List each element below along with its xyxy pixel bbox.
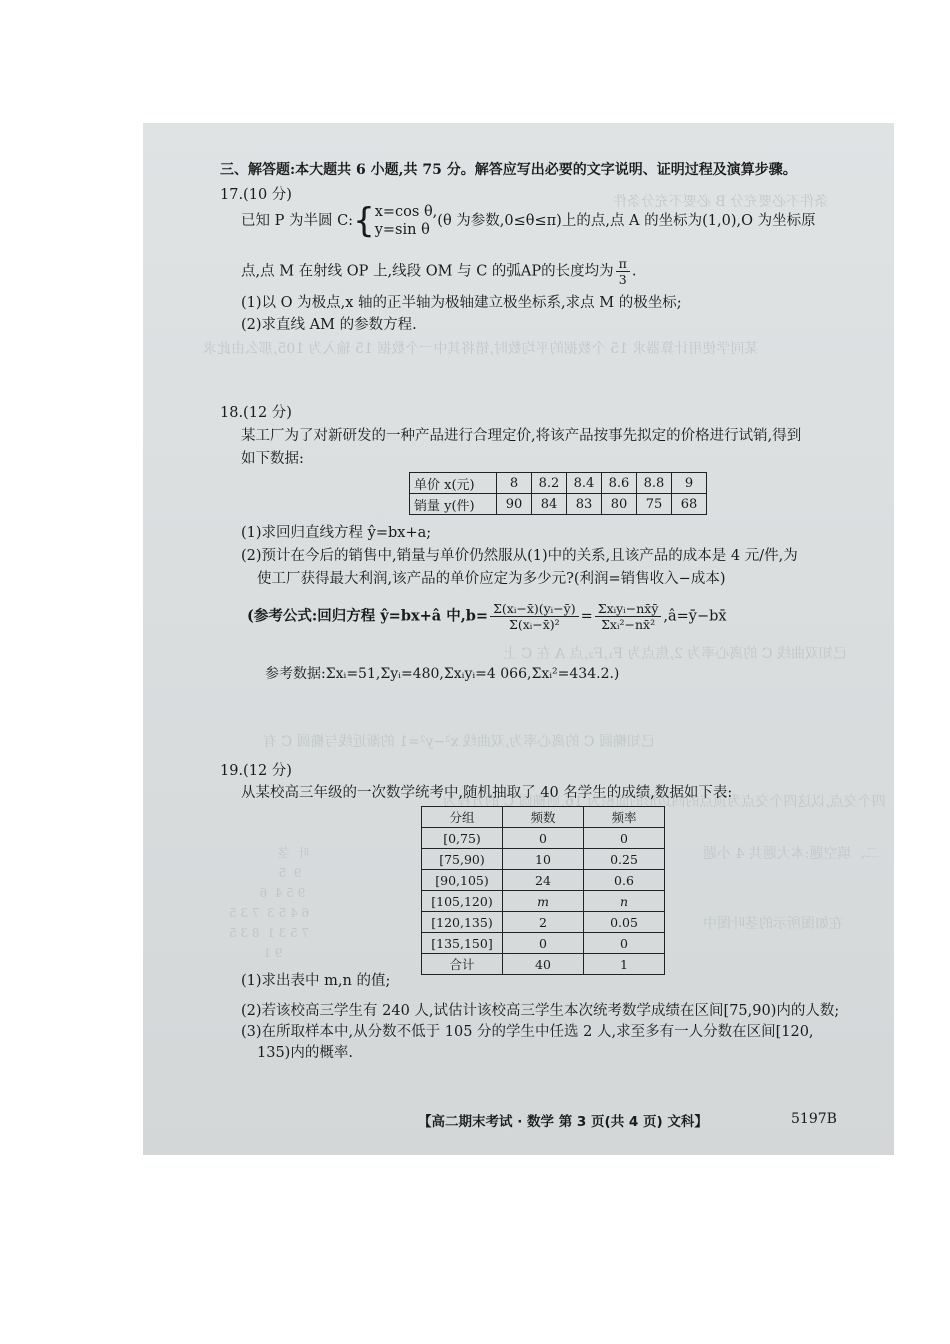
table-cell: 8.6 <box>602 473 637 494</box>
table-cell: [0,75) <box>422 828 503 849</box>
q18-formula: (参考公式:回归方程 ŷ=bx+â 中,b= $\frac{\text{Σ(xᵢ−x̄)(yᵢ−ȳ)}}{\text{Σ(xᵢ−x̄)²}}$ = $\frac{\text{Σxᵢyᵢ−nx̄ȳ}}{\text{Σxᵢ²−nx̄²}}$ ,â=ȳ−bx̄ <box>247 601 727 632</box>
table-cell: 0.25 <box>584 849 665 870</box>
table-cell: 8 <box>497 473 532 494</box>
table-cell: [120,135) <box>422 912 503 933</box>
table-cell: 84 <box>532 494 567 515</box>
q19-sub3b: 135)内的概率. <box>257 1045 353 1061</box>
table-row <box>422 912 665 933</box>
bleed-through-text: 已知双曲线 C 的离心率为 2,焦点为 F₁,F₂,点 A 在 C 上 <box>503 646 848 662</box>
column-header: 分组 <box>422 807 503 828</box>
table-total-row <box>422 954 665 975</box>
q18-sub1: (1)求回归直线方程 ŷ=bx+a; <box>241 525 432 541</box>
table-row <box>422 933 665 954</box>
q19-sub2: (2)若该校高三学生有 240 人,试估计该校高三学生本次统考数学成绩在区间[75,90)内的人数; <box>241 1003 840 1019</box>
q17-sub2: (2)求直线 AM 的参数方程. <box>241 317 417 333</box>
q17-intro-cont: (θ 为参数,0≤θ≤π)上的点,点 A 的坐标为(1,0),O 为坐标原 <box>437 213 816 229</box>
score-frequency-table <box>421 806 665 975</box>
frac-num: Σ(xᵢ−x̄)(yᵢ−ȳ) <box>490 601 579 617</box>
q19-sub1: (1)求出表中 m,n 的值; <box>241 973 391 989</box>
table-row <box>410 473 707 494</box>
table-cell: 合计 <box>422 954 503 975</box>
q18-line2: 如下数据: <box>241 451 304 467</box>
table-row <box>410 494 707 515</box>
brace-symbol: { <box>353 201 375 241</box>
table-cell: 0 <box>503 933 584 954</box>
table-cell: 75 <box>637 494 672 515</box>
formula-tail: ,â=ȳ−bx̄ <box>663 608 727 625</box>
q17-intro-text: 已知 P 为半圆 C: <box>241 213 354 229</box>
q19-number: 19.(12 分) <box>220 763 292 779</box>
bleed-through-text: 四个交点,以这四个交点为顶点的四边形的面积为 16,则椭圆 C 的方程为 <box>443 794 886 810</box>
q18-sub2a: (2)预计在今后的销售中,销量与单价仍然服从(1)中的关系,且该产品的成本是 4 元/件,为 <box>241 548 798 564</box>
table-cell: [135,150] <box>422 933 503 954</box>
q18-number: 18.(12 分) <box>220 405 292 421</box>
frac-num: Σxᵢyᵢ−nx̄ȳ <box>595 601 662 617</box>
param-eq-x: x=cos θ, <box>374 204 438 220</box>
table-cell: [75,90) <box>422 849 503 870</box>
bleed-through-text: 条件不必要充分 B 必要不充分条件 <box>613 194 829 210</box>
table-cell: 0 <box>503 828 584 849</box>
bleed-through-text: 已知椭圆 C 的离心率为,双曲线 x²−y²=1 的渐近线与椭圆 C 有 <box>263 734 655 750</box>
table-cell: [90,105) <box>422 870 503 891</box>
table-cell: 68 <box>672 494 707 515</box>
exam-code: 5197B <box>791 1111 837 1127</box>
table-cell: 8.8 <box>637 473 672 494</box>
pi-over-3 <box>616 256 630 287</box>
table-cell: [105,120) <box>422 891 503 912</box>
table-row <box>422 828 665 849</box>
q17-number: 17.(10 分) <box>220 187 292 203</box>
table-cell: 0 <box>584 933 665 954</box>
table-cell: 0.05 <box>584 912 665 933</box>
param-equations <box>375 203 438 239</box>
page-footer: 【高二期末考试 · 数学 第 3 页(共 4 页) 文科】 <box>418 1114 708 1130</box>
frac-den: Σ(xᵢ−x̄)² <box>508 617 560 632</box>
q17-sub1: (1)以 O 为极点,x 轴的正半轴为极轴建立极坐标系,求点 M 的极坐标; <box>241 295 682 311</box>
frac-den: 3 <box>618 272 627 287</box>
row-label: 销量 y(件) <box>410 494 497 515</box>
exam-page-photo <box>143 123 894 1155</box>
table-cell: 40 <box>503 954 584 975</box>
formula-label: (参考公式:回归方程 ŷ=bx+â 中,b= <box>247 607 489 625</box>
table-header-row <box>422 807 665 828</box>
table-cell: 10 <box>503 849 584 870</box>
table-cell: 9 <box>672 473 707 494</box>
table-cell: 8.2 <box>532 473 567 494</box>
q18-line1: 某工厂为了对新研发的一种产品进行合理定价,将该产品按事先拟定的价格进行试销,得到 <box>241 428 802 444</box>
formula-frac-1 <box>490 601 579 632</box>
frac-den: Σxᵢ²−nx̄² <box>601 617 656 632</box>
table-cell: 90 <box>497 494 532 515</box>
table-cell: 80 <box>602 494 637 515</box>
table-cell: 0 <box>584 828 665 849</box>
table-cell: m <box>503 891 584 912</box>
table-cell: 0.6 <box>584 870 665 891</box>
q17-line2-text: 点,点 M 在射线 OP 上,线段 OM 与 C 的弧AP的长度均为 <box>241 263 614 280</box>
table-row <box>422 849 665 870</box>
section-heading: 三、解答题:本大题共 6 小题,共 75 分。解答应写出必要的文字说明、证明过程及演算步骤。 <box>220 162 797 178</box>
bleed-through-text: 某同学使用计算器求 15 个数据的平均数时,错将其中一个数据 15 输入为 105,那么由此求 <box>203 341 759 357</box>
table-cell: 2 <box>503 912 584 933</box>
q18-sub2b: 使工厂获得最大利润,该产品的单价应定为多少元?(利润=销售收入−成本) <box>257 571 726 587</box>
table-cell: 24 <box>503 870 584 891</box>
q19-sub3a: (3)在所取样本中,从分数不低于 105 分的学生中任选 2 人,求至多有一人分数在区间[120, <box>241 1024 814 1040</box>
table-cell: n <box>584 891 665 912</box>
formula-frac-2 <box>595 601 662 632</box>
table-cell: 8.4 <box>567 473 602 494</box>
table-cell: 83 <box>567 494 602 515</box>
table-cell: 1 <box>584 954 665 975</box>
frac-num: π <box>616 256 630 272</box>
row-label: 单价 x(元) <box>410 473 497 494</box>
price-sales-table <box>409 472 707 515</box>
q19-line1: 从某校高三年级的一次数学统考中,随机抽取了 40 名学生的成绩,数据如下表: <box>241 785 733 801</box>
param-eq-y: y=sin θ <box>374 222 430 238</box>
q18-ref-data: 参考数据:Σxᵢ=51,Σyᵢ=480,Σxᵢyᵢ=4 066,Σxᵢ²=434.2.) <box>265 666 620 682</box>
column-header: 频数 <box>503 807 584 828</box>
table-row <box>422 870 665 891</box>
bleed-through-text: 在如图所示的茎叶图中 <box>703 916 843 932</box>
q17-line2: 点,点 M 在射线 OP 上,线段 OM 与 C 的弧AP的长度均为 $\frac{\pi}{3}$ . <box>241 256 637 287</box>
bleed-through-stemleaf: 叶 茎 9 5 9 5 4 6 6 4 5 3 7 3 5 7 5 3 1 8 3 5 9 1 <box>229 846 310 960</box>
bleed-through-text: 二、填空题:本大题共 4 小题 <box>703 846 880 862</box>
table-row <box>422 891 665 912</box>
column-header: 频率 <box>584 807 665 828</box>
q17-intro <box>241 203 816 239</box>
